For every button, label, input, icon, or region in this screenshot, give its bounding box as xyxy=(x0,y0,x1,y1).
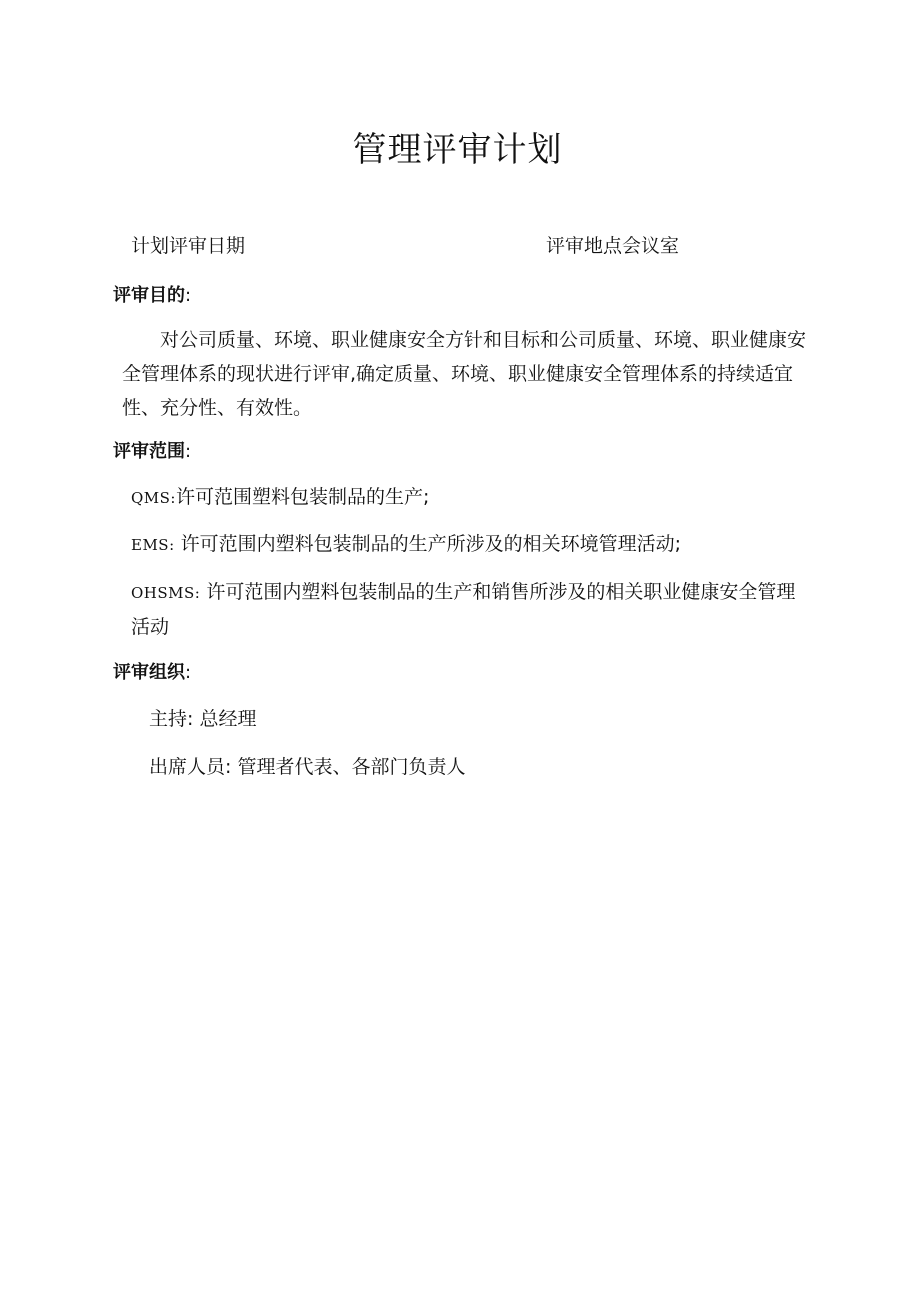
document-title: 管理评审计划 xyxy=(352,130,563,170)
scope-item-code: QMS: xyxy=(131,489,176,507)
scope-item-code: EMS: xyxy=(131,536,175,554)
organization-heading-colon: : xyxy=(185,662,192,683)
purpose-heading xyxy=(113,283,191,309)
organization-host: 主持: 总经理 xyxy=(149,708,257,730)
purpose-paragraph: 对公司质量、环境、职业健康安全方针和目标和公司质量、环境、职业健康安全管理体系的现状进行评审,确定质量、环境、职业健康安全管理体系的持续适宜性、充分性、有效性。 xyxy=(122,329,807,419)
scope-item-text: 许可范围内塑料包装制品的生产和销售所涉及的相关职业健康安全管理活动 xyxy=(131,581,796,638)
organization-heading xyxy=(113,660,191,686)
scope-item-text: 许可范围内塑料包装制品的生产所涉及的相关环境管理活动; xyxy=(174,533,682,555)
organization-heading-text: 评审组织 xyxy=(113,662,185,683)
purpose-heading-text: 评审目的 xyxy=(113,285,185,306)
purpose-heading-colon: : xyxy=(185,285,192,306)
scope-item-text: 许可范围塑料包装制品的生产; xyxy=(176,486,430,508)
scope-item-ohsms xyxy=(131,575,801,644)
scope-item-code: OHSMS: xyxy=(131,584,201,602)
scope-heading-text: 评审范围 xyxy=(113,441,185,462)
organization-attendees: 出席人员: 管理者代表、各部门负责人 xyxy=(149,756,466,778)
plan-date-label: 计划评审日期 xyxy=(131,235,246,257)
scope-item-ems xyxy=(131,527,801,562)
scope-heading-colon: : xyxy=(185,441,192,462)
scope-item-qms xyxy=(131,480,801,515)
review-location: 评审地点会议室 xyxy=(546,235,680,257)
scope-heading xyxy=(113,439,191,465)
